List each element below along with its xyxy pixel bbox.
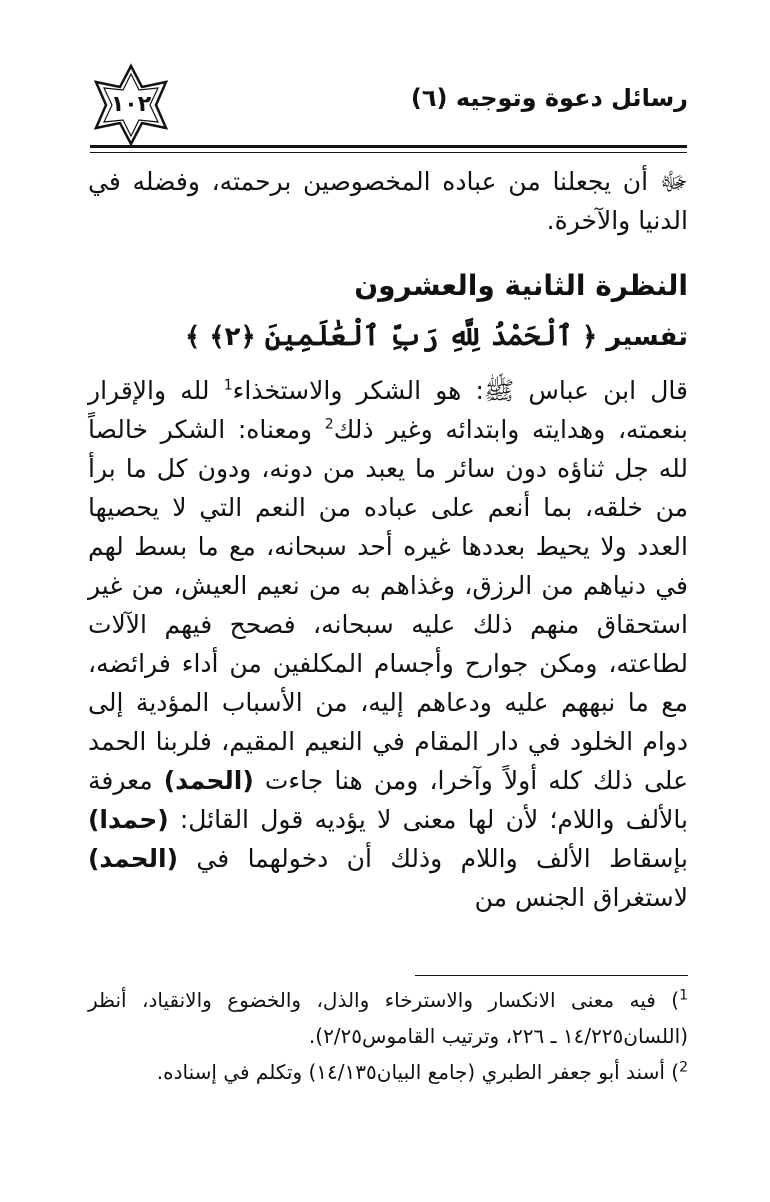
- main-text-3: ومعناه: الشكر خالصاً لله جل ثناؤه دون سائر ما يعبد من دونه، ودون كل ما برأ من خلقه، بما أنعم على عباده من النعم التي لا يحصيها العدد ولا يحيط بعددها غيره أحد سبحانه، مع ما بسط لهم في دنياهم من الرزق، وغذاهم به من نعيم العيش، من غير استحقاق منهم ذلك عليه سبحانه، فصحح فيهم الآلات لطاعته، ومكن جوارح وأجسام المكلفين من أداء فرائضه، مع ما نبههم عليه ودعاهم إليه، من الأسباب المؤدية إلى دوام الخلود في دار المقام في النعيم المقيم، فلربنا الحمد على ذلك كله أولاً وآخرا، ومن هنا جاءت: [88, 415, 689, 795]
- term-hamdan: (حمدا): [88, 805, 169, 834]
- body-text: [88, 162, 688, 917]
- quran-bracket-open: ﴿: [581, 322, 598, 352]
- section-title: النظرة الثانية والعشرون: [354, 269, 688, 302]
- footnote-ref-1[interactable]: 1: [223, 377, 233, 394]
- page-number: ١٠٢: [110, 92, 152, 117]
- section-subtitle: [88, 312, 688, 361]
- running-title: رسائل دعوة وتوجيه (٦): [410, 84, 688, 112]
- header-rule-thick: [90, 145, 687, 148]
- verse-number: ﴿٢﴾: [209, 322, 256, 352]
- quran-bracket-close: ﴾: [185, 322, 201, 352]
- footnote-1: [88, 982, 688, 1054]
- main-text-2: لله والإقرار بنعمته، وهدايته وابتدائه وغير ذلك: [88, 376, 688, 444]
- footnote-2-text: ) أسند أبو جعفر الطبري (جامع البيان١٤/١٣٥) وتكلم في إسناده.: [156, 1060, 680, 1084]
- footnote-ref-2[interactable]: 2: [324, 416, 334, 433]
- main-text-5: بإسقاط الألف واللام وذلك أن دخولهما في: [178, 844, 688, 873]
- main-paragraph: [88, 371, 688, 917]
- footnote-1-mark: 1: [679, 987, 688, 1004]
- main-text-6: لاستغراق الجنس من: [474, 883, 688, 912]
- footnotes: [88, 982, 688, 1090]
- term-alhamd-2: (الحمد): [88, 844, 179, 873]
- main-text-1: قال ابن عباس ﷺ: هو الشكر والاستخذاء: [232, 376, 689, 405]
- intro-paragraph: ﷻ أن يجعلنا من عباده المخصوصين برحمته، وفضله في الدنيا والآخرة.: [88, 167, 688, 235]
- footnote-separator: [415, 975, 688, 976]
- subtitle-prefix: تفسير: [606, 322, 688, 352]
- quran-verse: ٱلْحَمْدُ لِلَّهِ رَبِّ ٱلْعَٰلَمِينَ: [264, 319, 573, 352]
- term-alhamd-1: (الحمد): [163, 766, 254, 795]
- page-header: [88, 62, 688, 148]
- page-number-badge: [88, 62, 174, 148]
- footnote-2-mark: 2: [679, 1059, 688, 1076]
- footnote-2: [88, 1054, 688, 1090]
- footnote-1-text: ) فيه معنى الانكسار والاسترخاء والذل، والخضوع والانقياد، أنظر (اللسان١٤/٢٢٥ ـ ٢٢٦، وترتيب القاموس٢/٢٥).: [88, 988, 688, 1048]
- header-rule-thin: [90, 152, 687, 153]
- main-text-4: معرفة بالألف واللام؛ لأن لها معنى لا يؤديه قول القائل:: [88, 766, 688, 834]
